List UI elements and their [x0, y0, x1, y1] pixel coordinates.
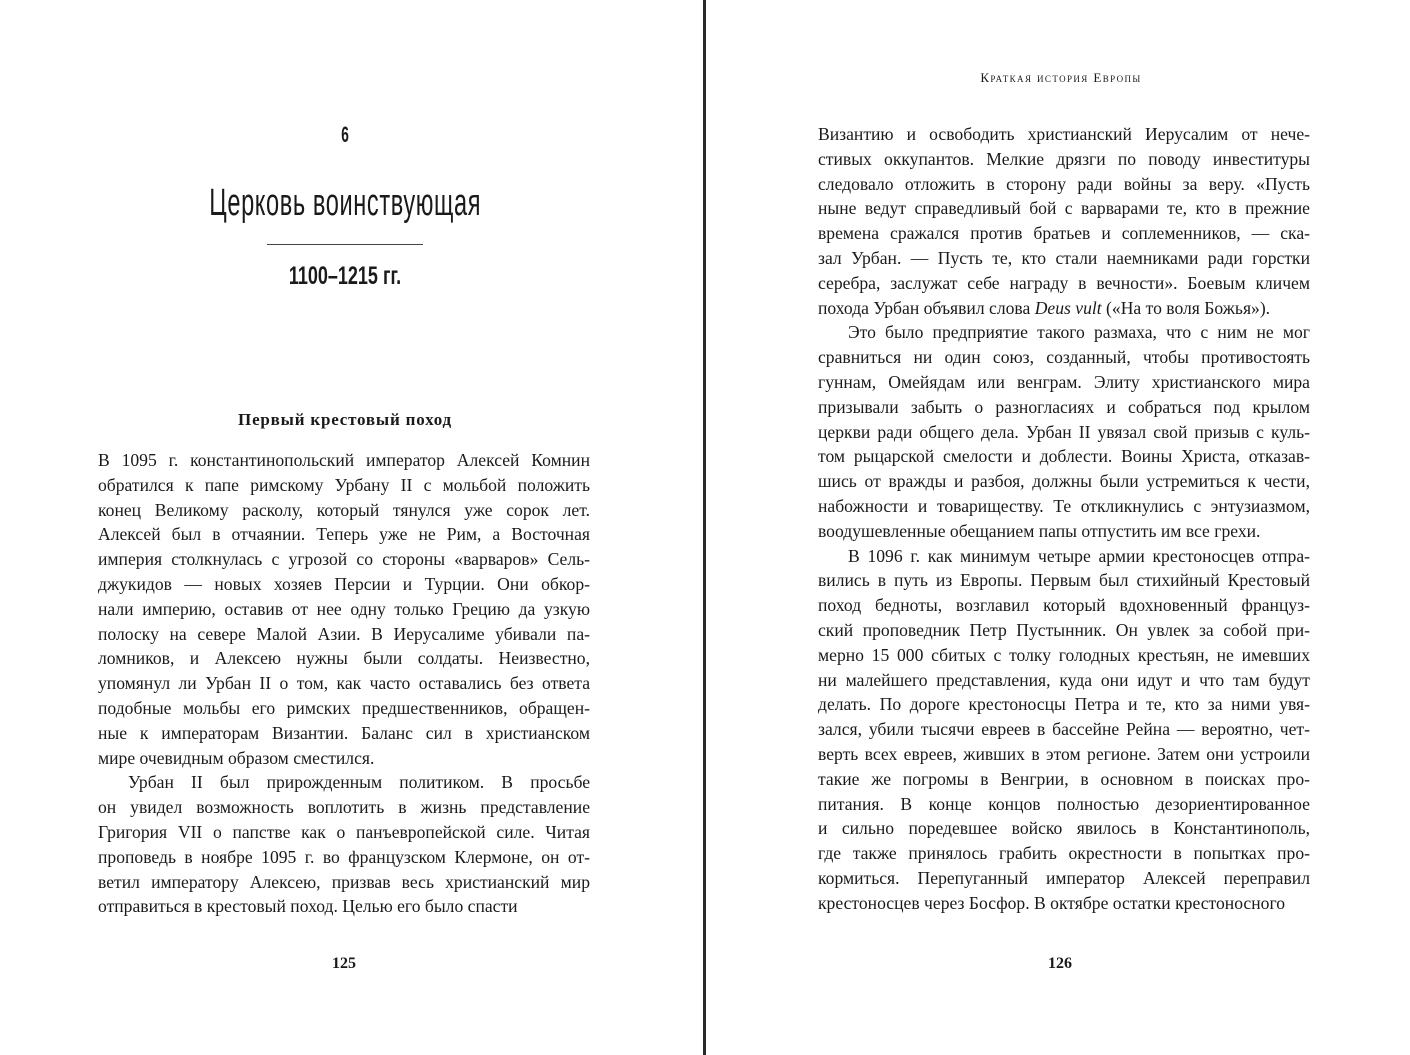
page-number-right: 126 [1048, 955, 1072, 972]
text-line: полоску на севере Малой Азии. В Иерусалиме убивали па- [98, 623, 590, 644]
text-line: следовало отложить в сторону ради войны за веру. «Пусть [818, 173, 1310, 194]
text-line: Это было предприятие такого размаха, что с ним не мог [848, 322, 1310, 343]
text-line: верть всех евреев, живших в этом регионе. Затем они устроили [818, 743, 1310, 764]
text-line: сравниться ни один союз, созданный, чтобы противостоять [818, 347, 1310, 368]
text-line: обратился к папе римскому Урбану II с мольбой положить [98, 474, 590, 495]
text-line: джукидов — новых хозяев Персии и Турции. Они обкор- [98, 573, 590, 594]
text-line: зал Урбан. — Пусть те, кто стали наемниками ради горстки [818, 247, 1310, 268]
text-line: Урбан II был прирожденным политиком. В просьбе [128, 772, 590, 793]
right-page [706, 0, 1410, 1055]
text-line: он увидел возможность воплотить в жизнь представление [98, 797, 590, 818]
text-line: ломников, и Алексею нужны были солдаты. Неизвестно, [98, 648, 590, 669]
text-line: Византию и освободить христианский Иерусалим от нече- [818, 124, 1310, 144]
text-line: времена сражался против братьев и соплеменников, — ска- [818, 223, 1310, 244]
text-line: упомянул ли Урбан II о том, как часто оставались без ответа [98, 673, 590, 694]
chapter-dates [0, 262, 690, 291]
text-line: ные к императорам Византии. Баланс сил в христианском [98, 722, 590, 743]
text-line: гуннам, Омейядам или венграм. Элиту христианского мира [818, 371, 1310, 392]
text-line: мире очевидным образом сместился. [98, 747, 375, 768]
text-line: Алексей был в отчаянии. Теперь уже не Рим, а Восточная [98, 524, 590, 545]
text-line: призывали забыть о разногласиях и собраться под крылом [818, 396, 1310, 417]
chapter-divider [267, 244, 423, 245]
text-line: В 1096 г. как минимум четыре армии крестоносцев отпра- [848, 545, 1310, 566]
chapter-dates-text: 1100–1215 гг. [288, 262, 402, 290]
text-line: кормиться. Перепуганный император Алексей переправил [818, 867, 1310, 888]
text-line: и сильно поредевшее войско явилось в Константинополь, [818, 818, 1310, 839]
text-line: шись от вражды и разбоя, должны были устремиться к чести, [818, 471, 1310, 492]
paragraph [818, 544, 1310, 916]
text-line: похода Урбан объявил слова Deus vult («На то воля Божья»). [818, 297, 1271, 318]
text-line: вились в путь из Европы. Первым был стихийный Крестовый [818, 570, 1310, 591]
text-line: империя столкнулась с угрозой со стороны «варваров» Сель- [98, 549, 590, 570]
left-page [0, 0, 703, 1055]
text-line: где также принялось грабить окрестности в попытках про- [818, 843, 1310, 864]
text-line: конец Великому расколу, который тянулся уже сорок лет. [98, 499, 590, 520]
text-line: ныне ведут справедливый бой с варварами те, кто в прежние [818, 198, 1310, 219]
text-line: ский проповедник Петр Пустынник. Он увлек за собой при- [818, 619, 1310, 640]
text-line: том рыцарской смелости и доблести. Воины Христа, отказав- [818, 446, 1310, 467]
chapter-number: 6 [341, 122, 349, 147]
paragraph [818, 122, 1310, 320]
text-line: зался, убили тысячи евреев в бассейне Рейна — вероятно, чет- [818, 719, 1310, 740]
text-line: отправиться в крестовый поход. Целью его было спасти [98, 896, 518, 917]
text-line: Григория VII о папстве как о панъевропейской силе. Читая [98, 821, 590, 842]
running-head: Краткая история Европы [980, 70, 1142, 85]
text-line: воодушевленные обещанием папы отпустить им все грехи. [818, 520, 1261, 541]
text-line: церкви ради общего дела. Урбан II увязал свой призыв с куль- [818, 421, 1310, 442]
paragraph [98, 770, 590, 919]
text-line: мерно 15 000 сбитых с толку голодных крестьян, не имевших [818, 644, 1310, 665]
text-line: проповедь в ноябре 1095 г. во французском Клермоне, он от- [98, 846, 590, 867]
chapter-title-text: Церковь воинствующая [209, 182, 481, 224]
paragraph [98, 448, 590, 770]
text-line: ни малейшего представления, куда они идут и что там будут [818, 669, 1310, 690]
paragraph [818, 320, 1310, 543]
text-line: поход бедноты, возглавил который вдохновенный француз- [818, 595, 1310, 616]
text-line: питания. В конце концов полностью дезориентированное [818, 793, 1310, 814]
text-line: делать. По дороге крестоносцы Петра и те, кто за ними увя- [818, 694, 1310, 715]
text-line: В 1095 г. константинопольский император Алексей Комнин [98, 450, 590, 470]
page-number-left: 125 [332, 955, 356, 972]
chapter-title [0, 182, 690, 225]
text-line: ветил императору Алексею, призвав весь христианский мир [98, 871, 590, 892]
text-line: серебра, заслужат себе награду в вечности». Боевым кличем [818, 272, 1310, 293]
latin-phrase: Deus vult [1034, 297, 1102, 318]
text-line: нали империю, оставив от нее одну только Грецию да узкую [98, 598, 590, 619]
text-line: стивых оккупантов. Мелкие дрязги по поводу инвеституры [818, 148, 1310, 169]
text-line: набожности и товариществу. Те откликнулись с энтузиазмом, [818, 495, 1310, 516]
left-body-text [98, 448, 590, 919]
text-line: такие же погромы в Венгрии, в основном в поисках про- [818, 768, 1310, 789]
text-line: крестоносцев через Босфор. В октябре остатки крестоносного [818, 892, 1286, 913]
section-heading: Первый крестовый поход [238, 410, 452, 429]
right-body-text [818, 122, 1310, 916]
text-line: подобные мольбы его римских предшественников, обращен- [98, 697, 590, 718]
